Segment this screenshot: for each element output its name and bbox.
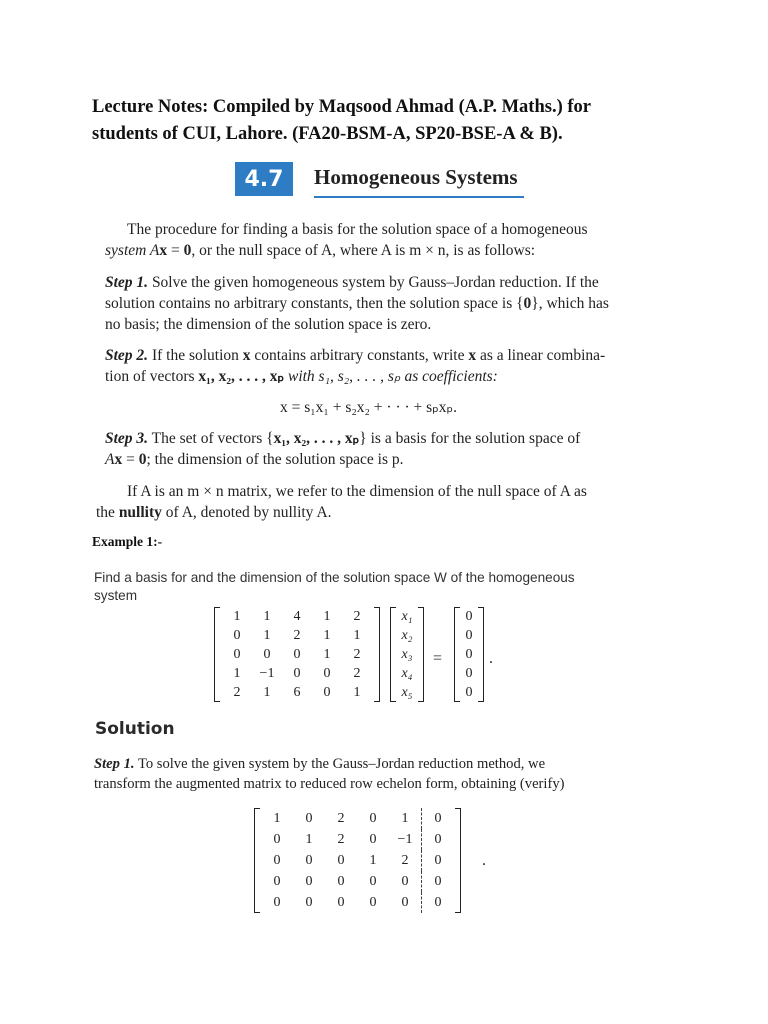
header-line-2: students of CUI, Lahore. (FA20-BSM-A, SP20-BSE-A & B).: [92, 124, 563, 144]
matrix-cell: −1: [259, 665, 275, 681]
matrix-row: [222, 607, 372, 626]
matrix-cell: 0: [263, 646, 271, 662]
matrix-cell: 0: [465, 646, 473, 662]
coefficient-matrix: [214, 607, 380, 702]
step3-line-1: Step 3. The set of vectors {x₁, x₂, . . . , xₚ} is a basis for the solution space of: [105, 430, 581, 447]
matrix-cell: 1: [353, 627, 361, 643]
matrix-cell: 0: [369, 873, 377, 889]
matrix-cell: 0: [465, 627, 473, 643]
matrix-row: [398, 683, 416, 702]
rref-augmented-matrix: [254, 808, 461, 913]
matrix-row: [261, 850, 454, 871]
matrix-cell: 2: [353, 646, 361, 662]
step1-line-2: solution contains no arbitrary constants, then the solution space is {0}, which has: [105, 295, 609, 312]
matrix-cell: 0: [422, 829, 455, 850]
matrix-cell: 1: [305, 831, 313, 847]
matrix-cell: 0: [465, 684, 473, 700]
matrix-cell: 2: [337, 810, 345, 826]
example-label: Example 1:-: [92, 534, 163, 549]
matrix-row: [398, 626, 416, 645]
matrix-cell: 1: [263, 608, 271, 624]
matrix-row: [398, 645, 416, 664]
matrix-cell: 1: [369, 852, 377, 868]
step2-label: Step 2.: [105, 347, 149, 364]
matrix-row: [462, 645, 476, 664]
matrix-cell: 2: [293, 627, 301, 643]
matrix-cell: 2: [401, 852, 409, 868]
matrix-row: [398, 664, 416, 683]
matrix-cell: 2: [233, 684, 241, 700]
matrix-cell: 0: [305, 894, 313, 910]
matrix-cell: 0: [305, 873, 313, 889]
matrix-cell: 0: [273, 831, 281, 847]
step1-label: Step 1.: [105, 274, 149, 291]
matrix-row: [222, 683, 372, 702]
matrix-cell: 0: [293, 665, 301, 681]
matrix-cell: 0: [401, 873, 409, 889]
matrix-row: [261, 871, 454, 892]
section-title-underline: [314, 162, 524, 198]
matrix-cell: 1: [353, 684, 361, 700]
matrix-row: [222, 645, 372, 664]
matrix-cell: 2: [353, 608, 361, 624]
matrix-cell: 0: [422, 871, 455, 892]
matrix-cell: 0: [233, 627, 241, 643]
system-period: .: [489, 650, 493, 667]
matrix-cell: 0: [337, 894, 345, 910]
step2-equation: x = s₁x₁ + s₂x₂ + · · · + sₚxₚ.: [280, 399, 458, 416]
matrix-cell: 2: [337, 831, 345, 847]
matrix-row: [462, 664, 476, 683]
intro-line-2: system Ax = 0, or the null space of A, where A is m × n, is as follows:: [105, 242, 536, 259]
matrix-cell: 0: [337, 852, 345, 868]
matrix-cell: 0: [305, 852, 313, 868]
solution-line-1: Step 1. To solve the given system by the Gauss–Jordan reduction method, we: [94, 756, 546, 772]
matrix-cell: x₂: [401, 627, 413, 643]
matrix-cell: 0: [422, 808, 455, 829]
lecture-header: [92, 94, 712, 148]
matrix-cell: 0: [293, 646, 301, 662]
matrix-cell: 0: [233, 646, 241, 662]
matrix-row: [261, 829, 454, 850]
example-line-1: Find a basis for and the dimension of the solution space W of the homogeneous: [94, 570, 575, 585]
matrix-cell: 0: [369, 810, 377, 826]
matrix-cell: 0: [305, 810, 313, 826]
matrix-cell: 1: [323, 627, 331, 643]
section-heading: [235, 162, 524, 198]
matrix-cell: 0: [422, 850, 455, 871]
matrix-cell: 1: [263, 684, 271, 700]
matrix-cell: x₅: [401, 684, 413, 700]
header-line-1: Lecture Notes: Compiled by Maqsood Ahmad (A.P. Maths.) for: [92, 97, 591, 117]
rhs-vector: [454, 607, 484, 702]
matrix-cell: 0: [323, 684, 331, 700]
matrix-cell: 1: [233, 608, 241, 624]
matrix-cell: 0: [369, 894, 377, 910]
section-number: 4.7: [235, 162, 293, 196]
matrix-row: [462, 626, 476, 645]
matrix-cell: x₄: [401, 665, 413, 681]
matrix-cell: 0: [465, 608, 473, 624]
matrix-cell: 0: [337, 873, 345, 889]
matrix-row: [398, 607, 416, 626]
matrix-cell: 0: [369, 831, 377, 847]
matrix-cell: 2: [353, 665, 361, 681]
matrix-cell: 0: [273, 852, 281, 868]
matrix-row: [261, 808, 454, 829]
matrix-cell: 0: [323, 665, 331, 681]
matrix-cell: 0: [465, 665, 473, 681]
matrix-cell: 0: [273, 894, 281, 910]
solution-step-label: Step 1.: [94, 756, 135, 772]
matrix-cell: 1: [323, 646, 331, 662]
step3-label: Step 3.: [105, 430, 149, 447]
matrix-row: [462, 683, 476, 702]
example-line-2: system: [94, 588, 138, 603]
matrix-cell: 4: [293, 608, 301, 624]
matrix-cell: 1: [273, 810, 281, 826]
step2-line-2: tion of vectors x₁, x₂, . . . , xₚ with s₁, s₂, . . . , sₚ as coefficients:: [105, 368, 498, 385]
step2-line-1: Step 2. If the solution x contains arbitrary constants, write x as a linear combina-: [105, 347, 606, 364]
matrix-cell: 1: [323, 608, 331, 624]
matrix-row: [222, 626, 372, 645]
matrix-cell: −1: [397, 831, 413, 847]
matrix-cell: x₃: [401, 646, 413, 662]
matrix-cell: x₁: [401, 608, 413, 624]
matrix-cell: 6: [293, 684, 301, 700]
matrix-row: [462, 607, 476, 626]
matrix-cell: 0: [273, 873, 281, 889]
unknowns-vector: [390, 607, 424, 702]
nullity-line-2: the nullity of A, denoted by nullity A.: [96, 504, 332, 521]
matrix-cell: 1: [401, 810, 409, 826]
intro-line-1: The procedure for finding a basis for the solution space of a homogeneous: [127, 221, 588, 238]
equals-sign: =: [433, 650, 443, 667]
matrix-cell: 1: [263, 627, 271, 643]
step1-line-3: no basis; the dimension of the solution space is zero.: [105, 316, 432, 333]
matrix-cell: 1: [233, 665, 241, 681]
rref-period: .: [482, 852, 486, 869]
solution-line-2: transform the augmented matrix to reduced row echelon form, obtaining (verify): [94, 776, 565, 792]
matrix-cell: 0: [401, 894, 409, 910]
step1-line-1: Step 1. Solve the given homogeneous system by Gauss–Jordan reduction. If the: [105, 274, 599, 291]
matrix-cell: 0: [422, 892, 455, 913]
matrix-row: [261, 892, 454, 913]
step3-line-2: Ax = 0; the dimension of the solution space is p.: [105, 451, 404, 468]
nullity-line-1: If A is an m × n matrix, we refer to the dimension of the null space of A as: [127, 483, 587, 500]
matrix-row: [222, 664, 372, 683]
solution-heading: Solution: [95, 719, 175, 739]
section-title: Homogeneous Systems: [314, 165, 518, 189]
